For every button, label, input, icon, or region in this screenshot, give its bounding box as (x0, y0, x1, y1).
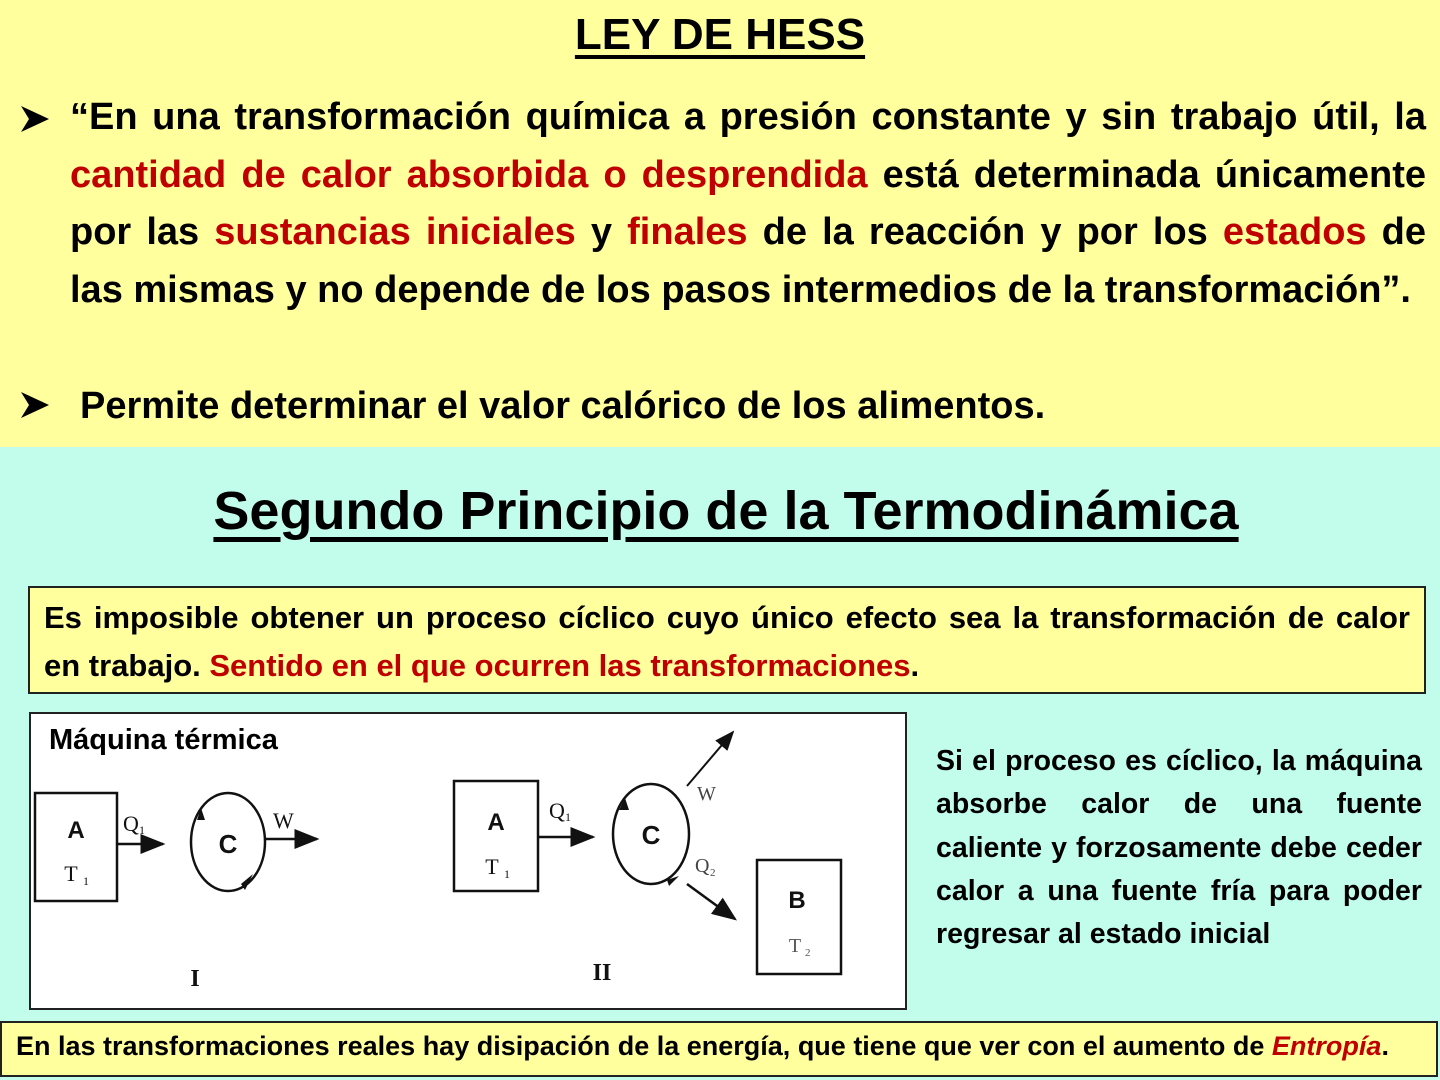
quote-text: y (575, 211, 628, 253)
statement-highlight: Sentido en el que ocurren las transformaciones (209, 648, 911, 683)
ley-de-hess-bullet-alimentos: Permite determinar el valor calórico de los alimentos. (80, 385, 1046, 427)
ley-de-hess-quote (70, 89, 1426, 319)
note-black: En las transformaciones reales hay disipación de la energía, que tiene que ver con el aumento de (16, 1031, 1272, 1061)
work-out-arrow (687, 732, 733, 786)
maquina-termica-diagram (29, 712, 907, 1010)
svg-text:2: 2 (710, 867, 716, 879)
svg-text:II: II (592, 960, 612, 986)
svg-text:C: C (641, 820, 661, 850)
svg-text:W: W (273, 808, 294, 833)
svg-text:Q: Q (695, 855, 710, 877)
maquina-termica-title: Máquina térmica (49, 724, 278, 756)
svg-text:1: 1 (139, 823, 145, 837)
svg-text:1: 1 (83, 874, 89, 888)
svg-text:A: A (67, 817, 85, 844)
arrowhead-bullet-icon (18, 388, 52, 422)
svg-text:B: B (788, 887, 806, 914)
highlight-finales: finales (627, 211, 748, 253)
svg-text:C: C (218, 829, 238, 859)
entropia-note-box (0, 1021, 1438, 1077)
svg-text:Q: Q (549, 798, 565, 823)
svg-text:W: W (697, 783, 716, 805)
statement-black: Es imposible obtener un proceso cíclico cuyo único efecto sea la transformación de calor en trabajo. (44, 600, 1410, 683)
entropia-highlight: Entropía (1271, 1031, 1382, 1061)
heat-out-arrow (687, 884, 735, 919)
statement-text (44, 594, 1410, 690)
svg-text:1: 1 (565, 810, 571, 824)
svg-text:A: A (487, 809, 505, 836)
quote-text: “En una transformación química a presión constante y sin trabajo útil, la (70, 96, 1426, 138)
figure-ii (454, 732, 841, 986)
note-end: . (1381, 1031, 1389, 1061)
svg-text:T: T (788, 935, 802, 957)
quote-text: está determinada únicamente por las (70, 153, 1426, 253)
segundo-principio-statement-box (28, 586, 1426, 694)
highlight-sustancias-iniciales: sustancias iniciales (214, 211, 576, 253)
svg-text:1: 1 (504, 867, 510, 881)
quote-text: de las mismas y no depende de los pasos intermedios de la transformación”. (70, 211, 1427, 311)
ciclo-explanation-text: Si el proceso es cíclico, la máquina absorbe calor de una fuente caliente y forzosamente debe ceder calor a una fuente fría para poder regresar al estado inicial (936, 745, 1422, 951)
highlight-cantidad-de-calor: cantidad de calor absorbida o desprendida (70, 153, 868, 196)
statement-end: . (910, 648, 920, 683)
svg-text:T: T (64, 861, 78, 886)
ley-de-hess-title: LEY DE HESS (574, 10, 866, 59)
quote-text: de la reacción y por los (747, 211, 1223, 253)
highlight-estados: estados (1222, 211, 1367, 253)
entropia-note-text (16, 1031, 1389, 1062)
svg-text:I: I (190, 966, 200, 992)
ley-de-hess-panel (0, 0, 1440, 447)
svg-text:Q: Q (123, 811, 139, 836)
svg-text:2: 2 (805, 947, 811, 959)
arrowhead-bullet-icon (18, 102, 52, 136)
figure-i (35, 793, 317, 992)
heat-engine-figure (31, 714, 905, 1008)
svg-text:T: T (485, 854, 499, 879)
segundo-principio-title: Segundo Principio de la Termodinámica (213, 481, 1239, 541)
